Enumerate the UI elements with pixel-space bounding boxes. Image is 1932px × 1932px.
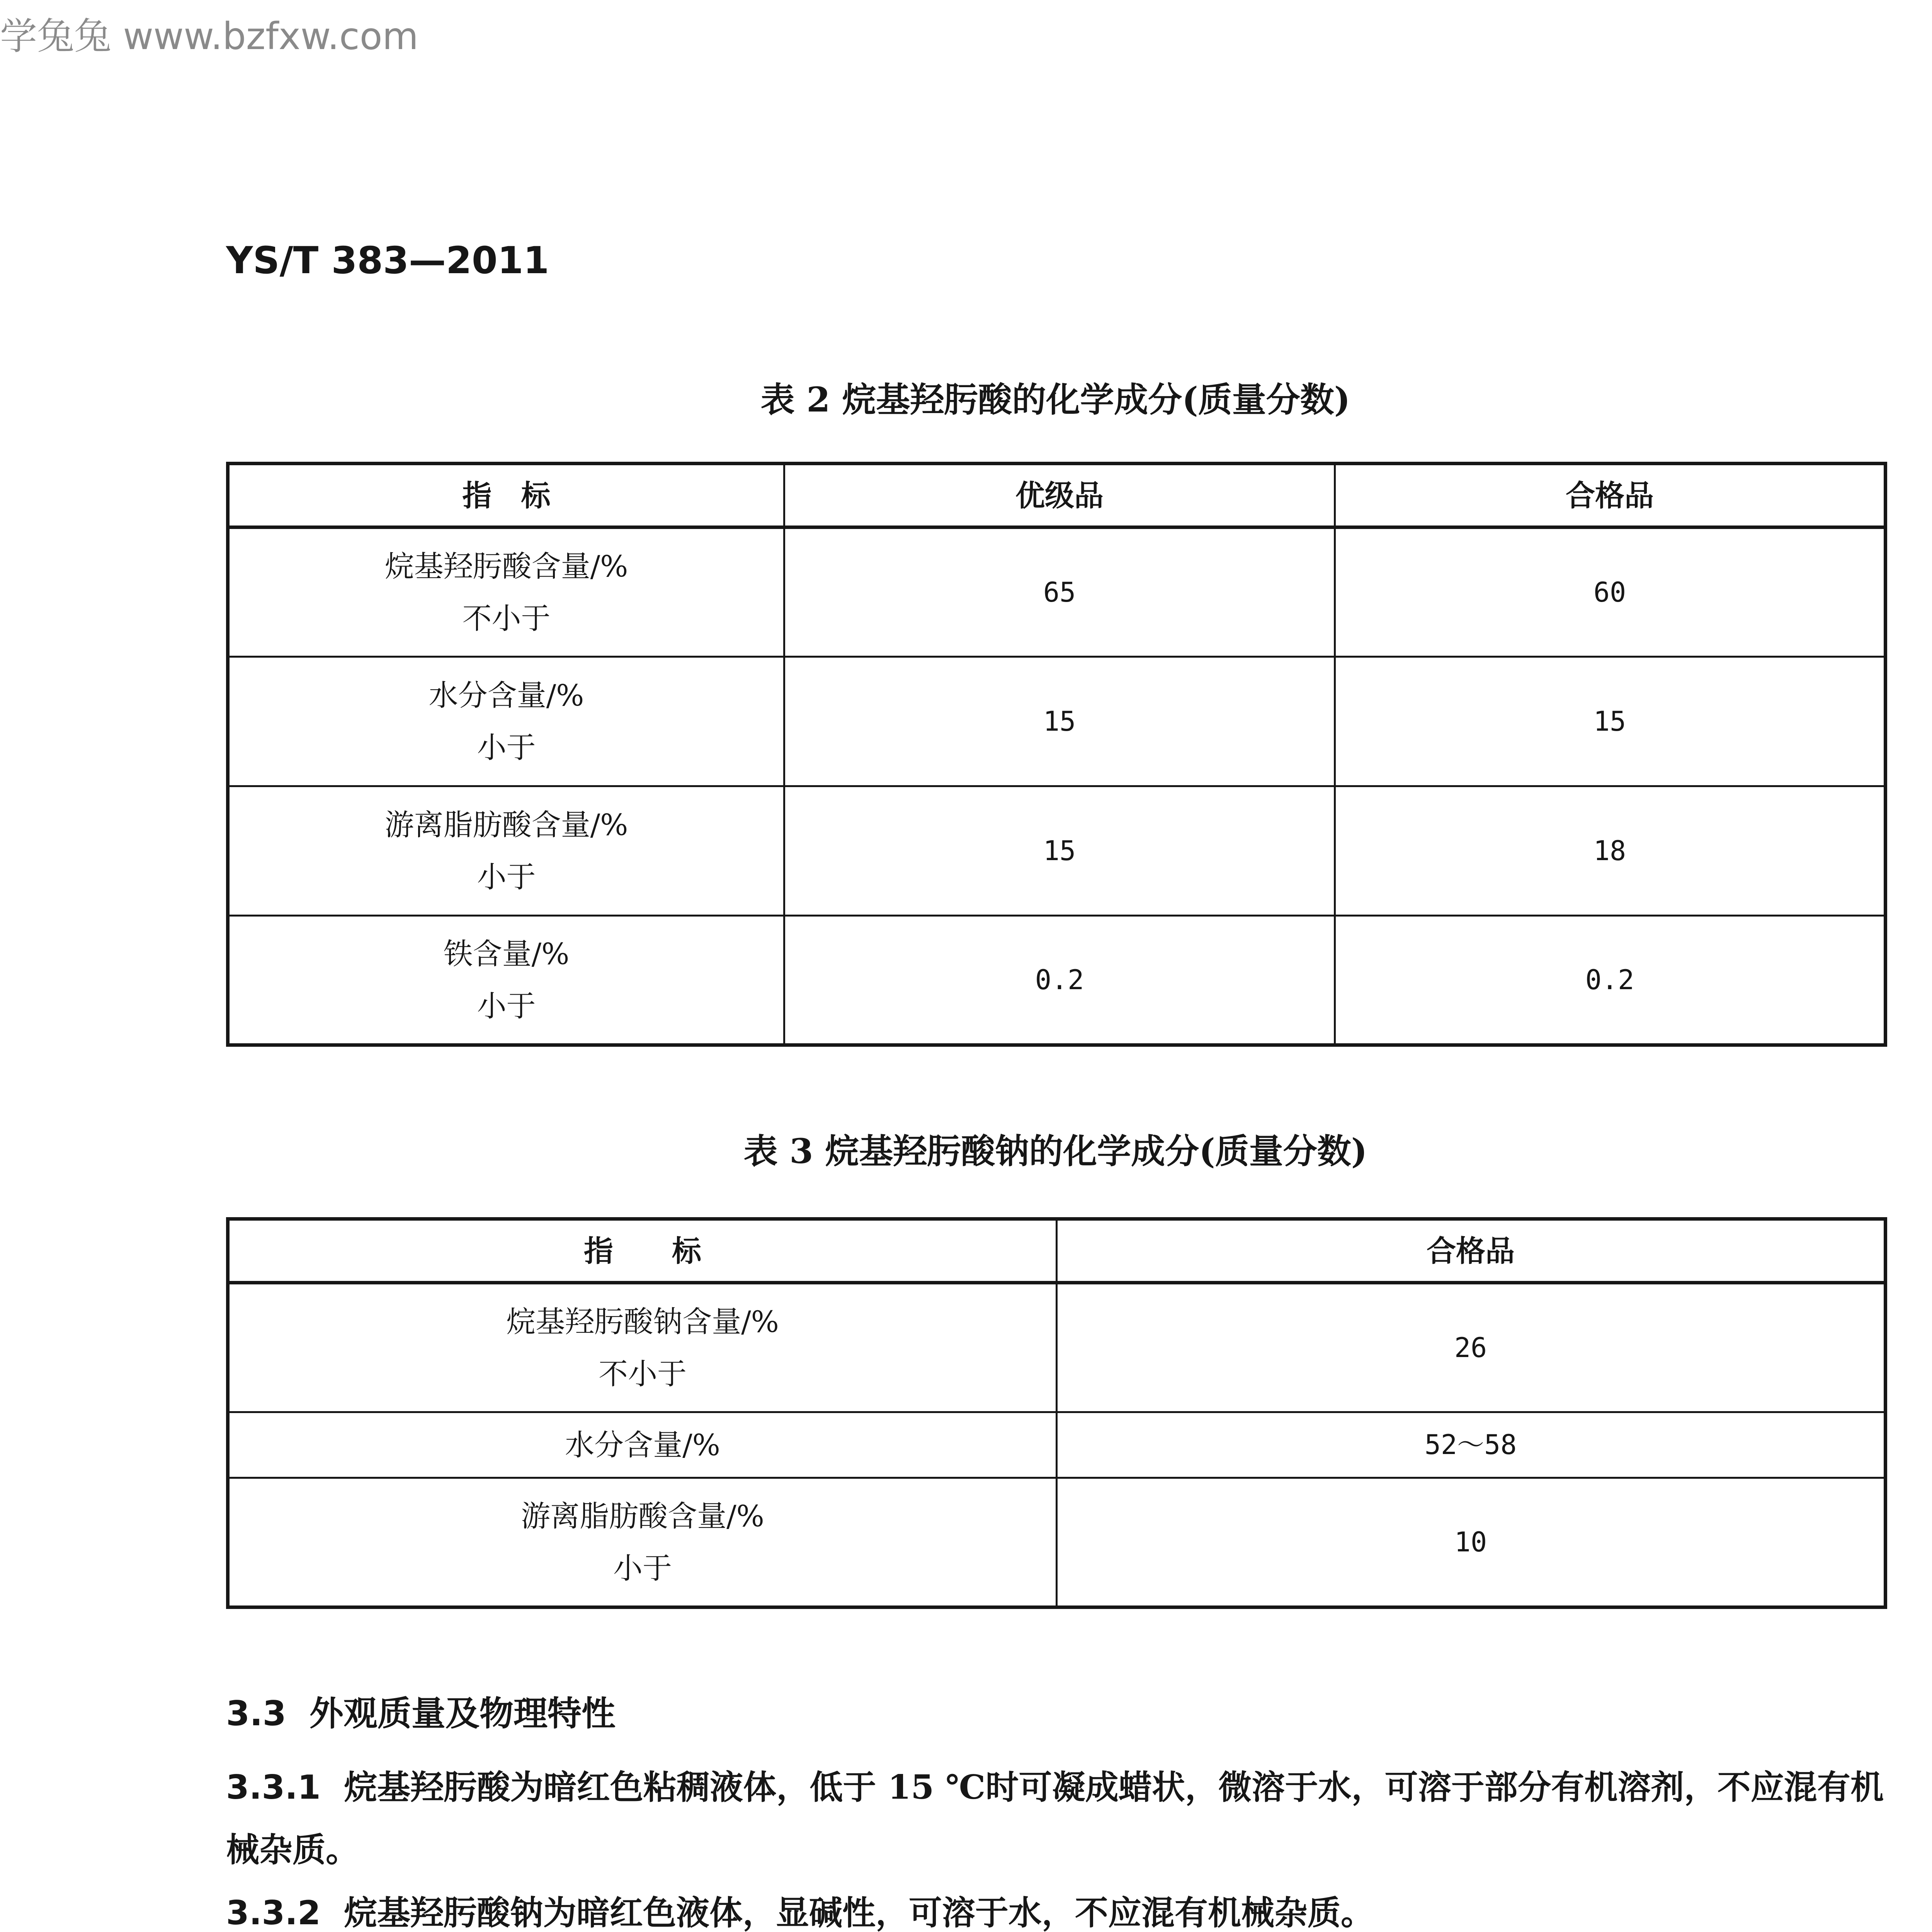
row-label — [228, 916, 784, 1045]
table-row — [228, 786, 1886, 916]
row-name: 游离脂肪酸含量/% — [384, 808, 628, 842]
table3-header-qualified: 合格品 — [1057, 1219, 1886, 1283]
row-name: 水分含量/% — [429, 678, 584, 713]
standard-code: YS/T 383—2011 — [226, 239, 549, 282]
section-3-3-heading — [226, 1687, 616, 1735]
premium-value: 0.2 — [784, 916, 1335, 1045]
row-label — [228, 657, 784, 786]
row-name: 烷基羟肟酸钠含量/% — [506, 1304, 779, 1339]
premium-value: 65 — [784, 527, 1335, 657]
table3-caption: 表 3 烷基羟肟酸钠的化学成分(质量分数) — [743, 1131, 1367, 1171]
qualified-value: 10 — [1057, 1478, 1886, 1607]
clause-text: 烷基羟肟酸为暗红色粘稠液体，低于 15 ℃时可凝成蜡状，微溶于水，可溶于部分有机溶剂，不应混有机械杂质。 — [226, 1768, 1884, 1869]
row-label — [228, 1412, 1057, 1478]
row-name: 铁含量/% — [443, 937, 570, 971]
table3-header-indicator: 指 标 — [228, 1219, 1057, 1283]
qualified-value: 60 — [1335, 527, 1886, 657]
table-row — [228, 1478, 1886, 1607]
table3-header-row — [228, 1219, 1886, 1283]
clause-number: 3.3.2 — [226, 1894, 321, 1932]
watermark-text: 学兔兔 www.bzfxw.com — [0, 15, 418, 58]
table-row — [228, 1412, 1886, 1478]
table-row — [228, 916, 1886, 1045]
row-label — [228, 527, 784, 657]
table2-header-premium: 优级品 — [784, 464, 1335, 527]
premium-value: 15 — [784, 657, 1335, 786]
row-name: 水分含量/% — [565, 1428, 720, 1462]
row-label — [228, 1478, 1057, 1607]
qualified-value: 0.2 — [1335, 916, 1886, 1045]
clause-3-3-1 — [226, 1756, 1884, 1881]
table2-caption: 表 2 烷基羟肟酸的化学成分(质量分数) — [760, 379, 1350, 420]
table2-header-row — [228, 464, 1886, 527]
clause-number: 3.3.1 — [226, 1768, 321, 1807]
table-row — [228, 657, 1886, 786]
table-row — [228, 1283, 1886, 1412]
row-note: 不小于 — [599, 1357, 687, 1391]
qualified-value: 26 — [1057, 1283, 1886, 1412]
section-title: 外观质量及物理特性 — [309, 1693, 616, 1733]
row-label — [228, 786, 784, 916]
table-row — [228, 527, 1886, 657]
row-note: 小于 — [477, 730, 536, 765]
row-name: 游离脂肪酸含量/% — [521, 1499, 764, 1533]
premium-value: 15 — [784, 786, 1335, 916]
row-note: 小于 — [477, 860, 536, 894]
section-number: 3.3 — [226, 1694, 286, 1733]
table3 — [226, 1217, 1887, 1609]
clause-3-3-2 — [226, 1882, 1884, 1932]
qualified-value: 52～58 — [1057, 1412, 1886, 1478]
table2-header-qualified: 合格品 — [1335, 464, 1886, 527]
table2 — [226, 462, 1887, 1047]
row-note: 小于 — [477, 989, 536, 1023]
row-name: 烷基羟肟酸含量/% — [384, 549, 628, 583]
row-label — [228, 1283, 1057, 1412]
table2-header-indicator: 指 标 — [228, 464, 784, 527]
qualified-value: 18 — [1335, 786, 1886, 916]
clause-text: 烷基羟肟酸钠为暗红色液体，显碱性，可溶于水，不应混有机械杂质。 — [344, 1893, 1374, 1932]
row-note: 小于 — [613, 1551, 672, 1585]
row-note: 不小于 — [462, 601, 551, 636]
qualified-value: 15 — [1335, 657, 1886, 786]
